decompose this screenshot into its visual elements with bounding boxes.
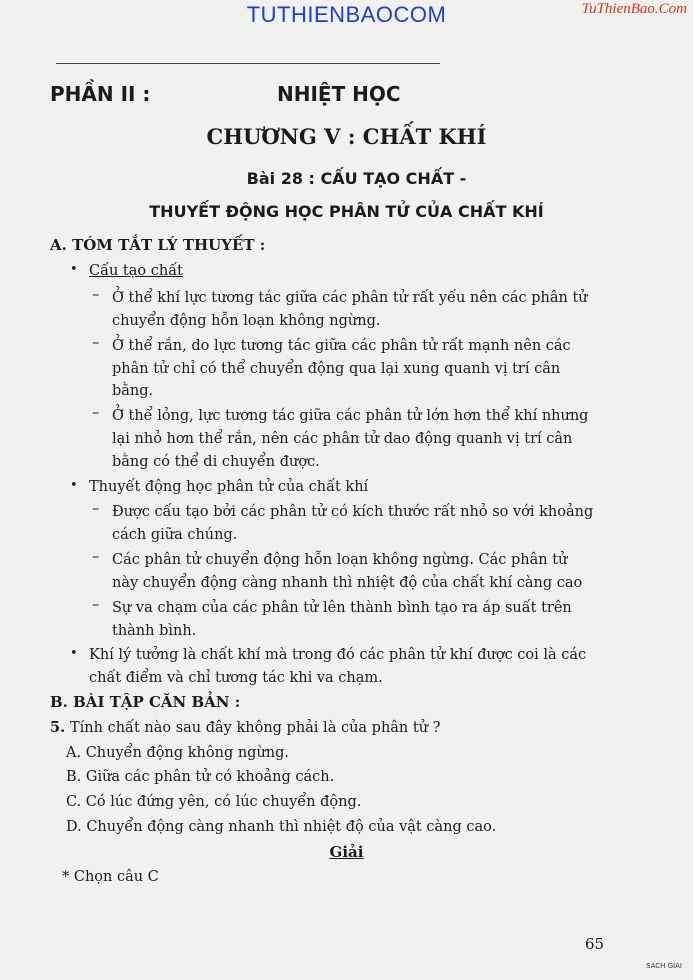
dash-icon: – [92, 501, 100, 517]
theory-line: chất điểm và chỉ tương tác khi va chạm. [89, 670, 383, 686]
dash-icon: – [92, 405, 100, 421]
site-title-link[interactable]: TUTHIENBAOCOM [246, 2, 447, 27]
option-d: D. Chuyển động càng nhanh thì nhiệt độ của vật càng cao. [66, 819, 497, 835]
theory-line: thành bình. [112, 623, 197, 639]
option-b: B. Giữa các phân tử có khoảng cách. [66, 769, 335, 785]
bullet-1-title: Cấu tạo chất [89, 263, 183, 279]
bullet-icon: • [70, 478, 78, 493]
theory-line: này chuyển động càng nhanh thì nhiệt độ của chất khí càng cao [112, 575, 583, 591]
bullet-icon: • [70, 646, 78, 661]
bullet-2-title: Thuyết động học phân tử của chất khí [89, 479, 369, 495]
theory-line: Sự va chạm của các phân tử lên thành bình tạo ra áp suất trên [112, 600, 572, 616]
header-rule [56, 63, 440, 64]
theory-line: bằng. [112, 383, 154, 399]
lesson-title-line-1: Bài 28 : CẤU TẠO CHẤT - [246, 169, 467, 188]
option-a: A. Chuyển động không ngừng. [66, 745, 290, 761]
page-number: 65 [585, 935, 605, 953]
dash-icon: – [92, 287, 100, 303]
chapter-title: CHƯƠNG V : CHẤT KHÍ [206, 124, 487, 149]
dash-icon: – [92, 549, 100, 565]
theory-line: Các phân tử chuyển động hỗn loạn không ngừng. Các phân tử [112, 552, 568, 568]
theory-line: Ở thể lỏng, lực tương tác giữa các phân tử lớn hơn thể khí nhưng [112, 408, 589, 424]
theory-line: phân tử chỉ có thể chuyển động qua lại xung quanh vị trí cân [112, 361, 561, 377]
theory-line: Khí lý tưởng là chất khí mà trong đó các phân tử khí được coi là các [89, 647, 587, 663]
part-label: PHẦN II : [50, 82, 151, 106]
theory-line: Ở thể rắn, do lực tương tác giữa các phân tử rất mạnh nên các [112, 338, 571, 354]
answer-heading: Giải [329, 843, 364, 861]
theory-line: Được cấu tạo bởi các phân tử có kích thước rất nhỏ so với khoảng [112, 504, 594, 520]
section-b-heading: B. BÀI TẬP CĂN BẢN : [50, 693, 241, 711]
dash-icon: – [92, 335, 100, 351]
theory-line: lại nhỏ hơn thể rắn, nên các phân tử dao động quanh vị trí cân [112, 431, 573, 447]
lesson-title-line-2: THUYẾT ĐỘNG HỌC PHÂN TỬ CỦA CHẤT KHÍ [149, 202, 544, 221]
site-logo: TuThienBao.Com [581, 1, 687, 17]
theory-line: bằng có thể di chuyển được. [112, 454, 320, 470]
question-text: Tính chất nào sau đây không phải là của phân tử ? [70, 720, 441, 736]
theory-line: chuyển động hỗn loạn không ngừng. [112, 313, 381, 329]
bullet-icon: • [70, 262, 78, 277]
theory-line: Ở thể khí lực tương tác giữa các phân tử rất yếu nên các phân tử [112, 290, 588, 306]
footer-logo: SACH GIAI [646, 962, 682, 970]
theory-line: cách giữa chúng. [112, 527, 238, 543]
option-c: C. Có lúc đứng yên, có lúc chuyển động. [66, 794, 362, 810]
question-number: 5. [50, 719, 66, 736]
dash-icon: – [92, 597, 100, 613]
part-title: NHIỆT HỌC [277, 82, 401, 106]
section-a-heading: A. TÓM TẮT LÝ THUYẾT : [50, 236, 266, 254]
answer-text: * Chọn câu C [62, 869, 159, 885]
